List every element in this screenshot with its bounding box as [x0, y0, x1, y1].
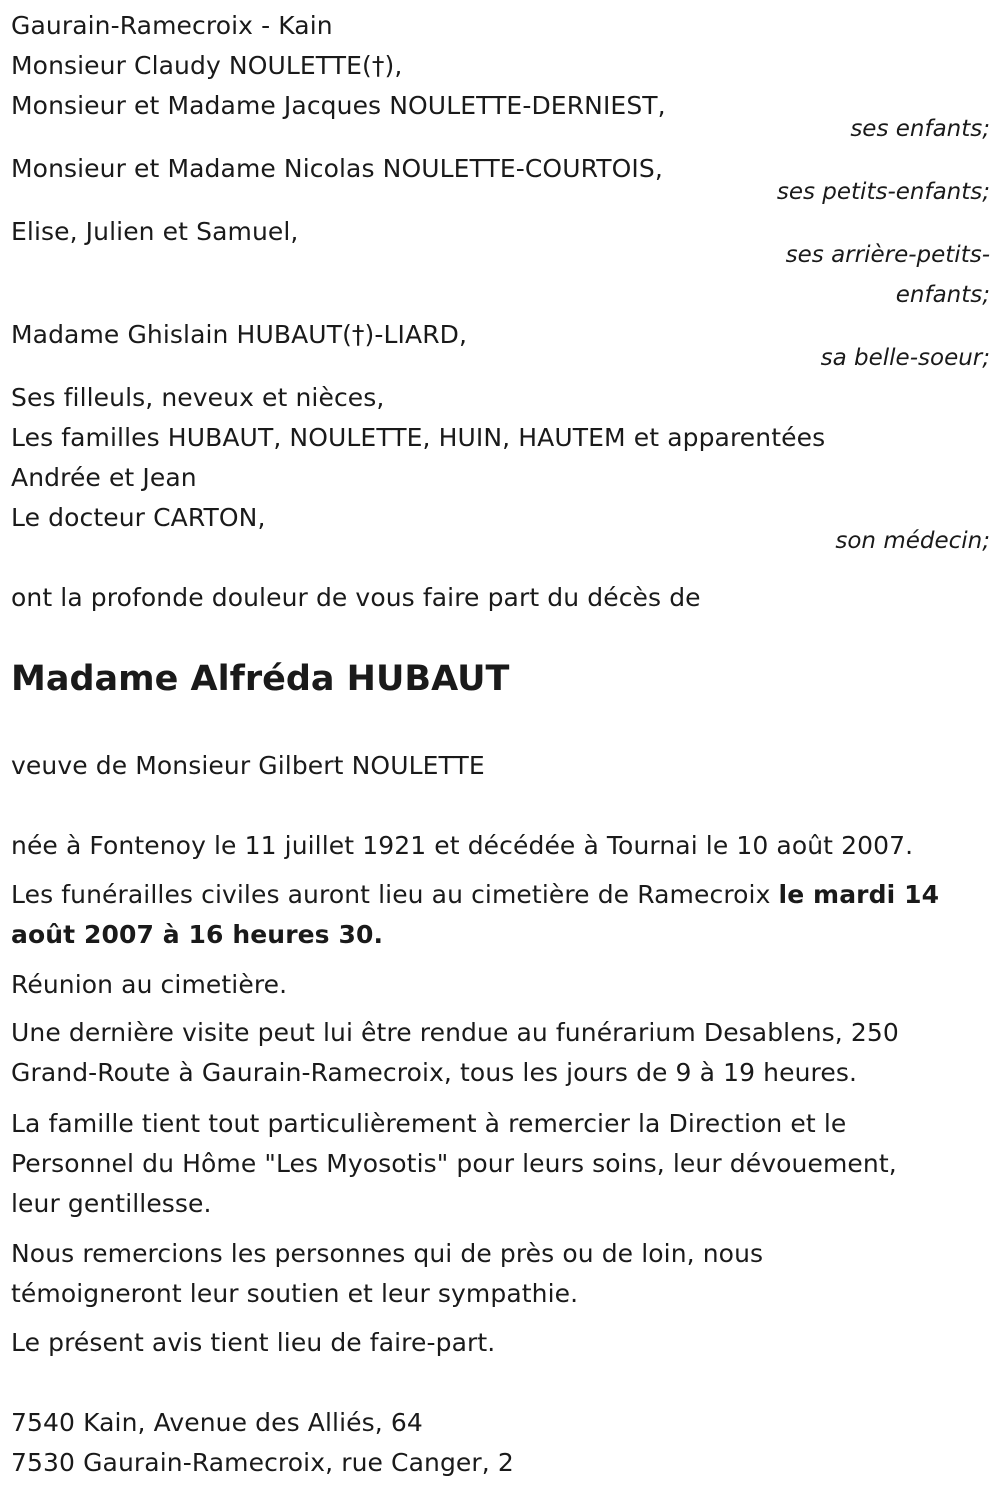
- relation-great-grandchildren-2: enfants;: [895, 282, 990, 308]
- meeting: Réunion au cimetière.: [11, 970, 288, 999]
- family-line-nicolas: Monsieur et Madame Nicolas NOULETTE-COURTOIS,: [11, 154, 663, 183]
- family-line-jacques: Monsieur et Madame Jacques NOULETTE-DERNIEST,: [11, 91, 666, 120]
- funeral-datetime-1: le mardi 14: [778, 880, 940, 909]
- address-kain: 7540 Kain, Avenue des Alliés, 64: [11, 1408, 423, 1437]
- thanks-all-line-2: témoigneront leur soutien et leur sympathie.: [11, 1279, 579, 1308]
- family-line-claudy: Monsieur Claudy NOULETTE(†),: [11, 51, 403, 80]
- visit-line-2: Grand-Route à Gaurain-Ramecroix, tous les jours de 9 à 19 heures.: [11, 1058, 857, 1087]
- relation-children: ses enfants;: [850, 116, 990, 142]
- thanks-staff-line-2: Personnel du Hôme "Les Myosotis" pour leurs soins, leur dévouement,: [11, 1149, 897, 1178]
- family-line-godchildren: Ses filleuls, neveux et nièces,: [11, 383, 385, 412]
- address-gaurain: 7530 Gaurain-Ramecroix, rue Canger, 2: [11, 1448, 514, 1477]
- funeral-text: Les funérailles civiles auront lieu au cimetière de Ramecroix: [11, 880, 779, 909]
- family-line-great-grandchildren: Elise, Julien et Samuel,: [11, 217, 299, 246]
- notice: Le présent avis tient lieu de faire-part.: [11, 1328, 496, 1357]
- thanks-staff-line-3: leur gentillesse.: [11, 1189, 212, 1218]
- family-line-andree-jean: Andrée et Jean: [11, 463, 197, 492]
- funeral-paragraph: [11, 875, 986, 955]
- visit-line-1: Une dernière visite peut lui être rendue au funérarium Desablens, 250: [11, 1018, 899, 1047]
- thanks-all-line-1: Nous remercions les personnes qui de près ou de loin, nous: [11, 1239, 764, 1268]
- family-line-families: Les familles HUBAUT, NOULETTE, HUIN, HAUTEM et apparentées: [11, 423, 826, 452]
- widow-of: veuve de Monsieur Gilbert NOULETTE: [11, 751, 485, 780]
- relation-sister-in-law: sa belle-soeur;: [820, 345, 990, 371]
- announcement: ont la profonde douleur de vous faire part du décès de: [11, 583, 701, 612]
- relation-doctor: son médecin;: [835, 528, 990, 554]
- relation-great-grandchildren-1: ses arrière-petits-: [785, 242, 990, 268]
- location-header: Gaurain-Ramecroix - Kain: [11, 11, 333, 40]
- family-line-doctor: Le docteur CARTON,: [11, 503, 266, 532]
- thanks-staff-line-1: La famille tient tout particulièrement à remercier la Direction et le: [11, 1109, 847, 1138]
- relation-grandchildren: ses petits-enfants;: [776, 179, 990, 205]
- deceased-name: Madame Alfréda HUBAUT: [11, 659, 510, 699]
- family-line-ghislain: Madame Ghislain HUBAUT(†)-LIARD,: [11, 320, 468, 349]
- funeral-datetime-2: août 2007 à 16 heures 30.: [11, 920, 384, 949]
- birth-death: née à Fontenoy le 11 juillet 1921 et décédée à Tournai le 10 août 2007.: [11, 831, 914, 860]
